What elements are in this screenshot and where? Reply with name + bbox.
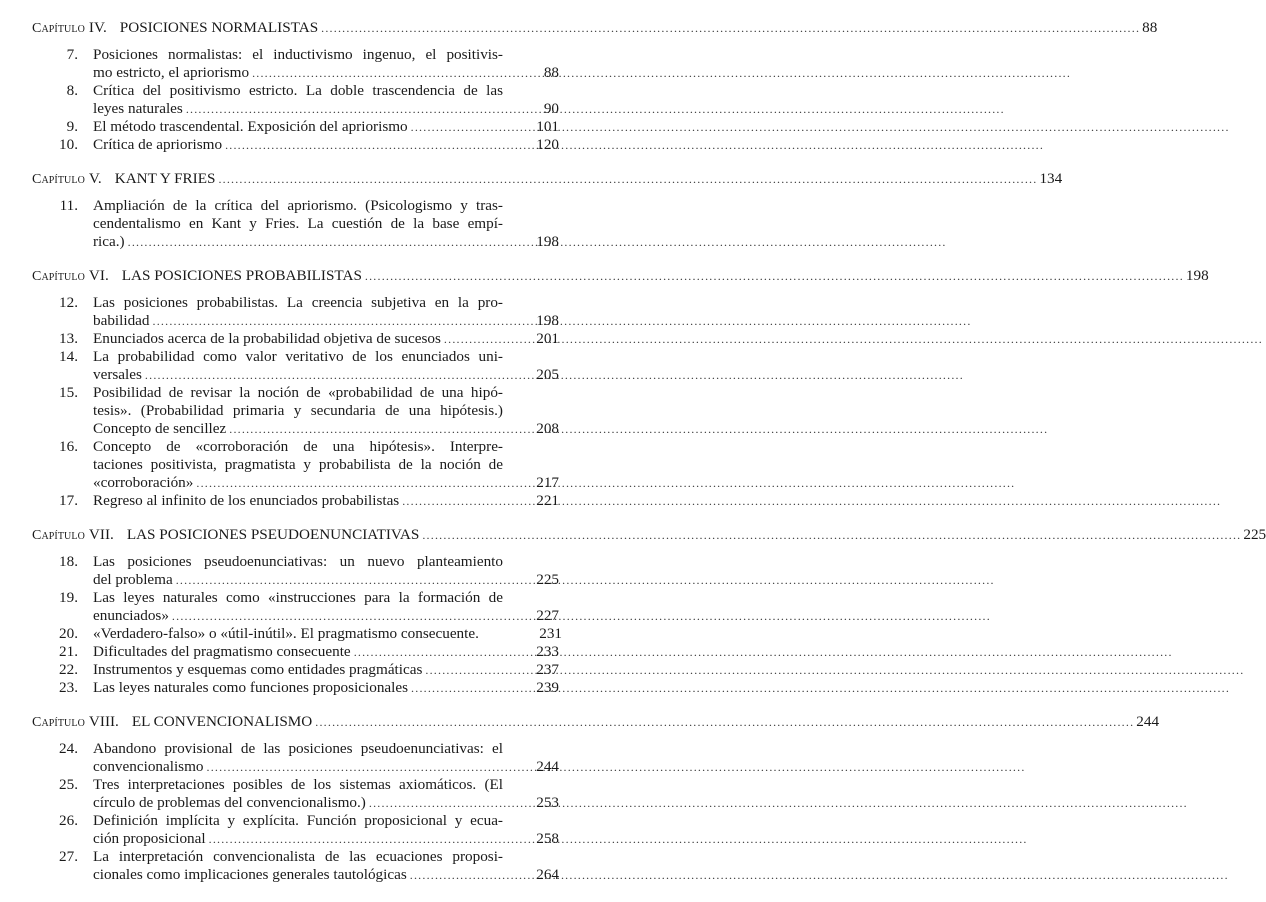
section-title-line (93, 866, 562, 884)
chapter-heading[interactable] (32, 267, 1209, 285)
toc-entry[interactable] (0, 492, 562, 510)
chapter-label: Capítulo (32, 715, 85, 730)
section-title-text: El método trascendental. Exposición del apriorismo (93, 118, 408, 135)
section-page-number: 205 (536, 366, 559, 383)
dot-leader (225, 136, 1044, 154)
chapter-label: Capítulo (32, 21, 85, 36)
title-with-leader (93, 64, 503, 82)
title-with-leader (93, 607, 503, 625)
spacer (0, 285, 600, 294)
chapter-page-number: 225 (1243, 526, 1266, 543)
section-page-number: 239 (536, 679, 559, 696)
section-title-text: babilidad (93, 312, 150, 329)
section-page-number: 101 (536, 118, 559, 135)
section-title-line: cendentalismo en Kant y Fries. La cuestión de la base empí- (93, 215, 503, 232)
title-with-leader (93, 679, 503, 697)
section-title-text: Enunciados acerca de la probabilidad objetiva de sucesos (93, 330, 441, 347)
section-title-text: cionales como implicaciones generales tautológicas (93, 866, 407, 883)
section-title-text: versales (93, 366, 142, 383)
dot-leader (365, 267, 1184, 285)
section-title-text: círculo de problemas del convencionalismo.) (93, 794, 366, 811)
section-page-number: 253 (536, 794, 559, 811)
section-number: 13. (59, 330, 78, 347)
section-title (93, 812, 562, 848)
section-number: 22. (59, 661, 78, 678)
dot-leader (369, 794, 1188, 812)
chapter-title: EL CONVENCIONALISMO (131, 713, 313, 730)
dot-leader (153, 312, 972, 330)
section-title-line (93, 794, 562, 812)
chapter-heading[interactable] (32, 170, 1063, 188)
section-page-number: 264 (536, 866, 559, 883)
chapter-label: Capítulo (32, 269, 85, 284)
section-title (93, 848, 562, 884)
section-number: 20. (59, 625, 78, 642)
chapter-label: Capítulo (32, 528, 85, 543)
section-title-line (93, 625, 562, 643)
toc-entry[interactable] (0, 679, 562, 697)
title-with-leader (93, 136, 503, 154)
title-with-leader (93, 794, 503, 812)
toc-entry[interactable] (0, 118, 562, 136)
section-title-line: Las posiciones pseudoenunciativas: un nuevo planteamiento (93, 553, 503, 570)
section-title (93, 118, 562, 136)
section-title (93, 330, 562, 348)
section-page-number: 198 (536, 312, 559, 329)
toc-entry[interactable] (0, 348, 562, 384)
title-with-leader (93, 758, 503, 776)
spacer (0, 731, 600, 740)
section-title-line (93, 474, 562, 492)
section-title-line: La probabilidad como valor veritativo de los enunciados uni- (93, 348, 503, 365)
section-title-line (93, 312, 562, 330)
section-number: 18. (59, 553, 78, 570)
chapter-label: Capítulo (32, 172, 85, 187)
dot-leader (252, 64, 1071, 82)
title-with-leader (93, 330, 503, 348)
section-title-line (93, 100, 562, 118)
chapter-title: LAS POSICIONES PSEUDOENUNCIATIVAS (126, 526, 420, 543)
section-title-text: enunciados» (93, 607, 169, 624)
section-title (93, 625, 562, 643)
dot-leader (186, 100, 1005, 118)
toc-entry[interactable] (0, 136, 562, 154)
section-title-line: Concepto de «corroboración de una hipótesis». Interpre- (93, 438, 503, 455)
section-number: 25. (59, 776, 78, 793)
section-title-line (93, 661, 562, 679)
section-title-line (93, 233, 562, 251)
title-with-leader (93, 366, 503, 384)
section-number: 24. (59, 740, 78, 757)
section-page-number: 198 (536, 233, 559, 250)
section-page-number: 88 (543, 64, 559, 81)
section-title-line: Crítica del positivismo estricto. La doble trascendencia de las (93, 82, 503, 99)
chapter-number: VI. (88, 267, 109, 284)
section-title-text: convencionalismo (93, 758, 204, 775)
section-page-number: 201 (536, 330, 559, 347)
section-title-line (93, 830, 562, 848)
section-title-line (93, 366, 562, 384)
section-title-line (93, 492, 562, 510)
section-title-line (93, 64, 562, 82)
chapter-title: KANT Y FRIES (114, 170, 216, 187)
section-title-line (93, 136, 562, 154)
section-title-line (93, 679, 562, 697)
section-title (93, 740, 562, 776)
chapter-title: LAS POSICIONES PROBABILISTAS (121, 267, 362, 284)
dot-leader (218, 170, 1037, 188)
section-title (93, 492, 562, 510)
section-title-line: tesis». (Probabilidad primaria y secundaria de una hipótesis.) (93, 402, 503, 419)
section-title (93, 776, 562, 812)
section-title-text: «Verdadero-falso» o «útil-inútil». El pragmatismo consecuente. (93, 625, 479, 642)
toc-entry[interactable] (0, 740, 562, 776)
toc-entry[interactable] (0, 197, 562, 251)
section-page-number: 244 (536, 758, 559, 775)
section-number: 27. (59, 848, 78, 865)
chapter-number: VII. (88, 526, 114, 543)
section-number: 21. (59, 643, 78, 660)
toc-entry[interactable] (0, 46, 562, 82)
section-title-line: Las leyes naturales como «instrucciones para la formación de (93, 589, 503, 606)
section-title-line: Tres interpretaciones posibles de los sistemas axiomáticos. (El (93, 776, 503, 793)
section-page-number: 258 (536, 830, 559, 847)
toc-entry[interactable] (0, 294, 562, 330)
section-page-number: 221 (536, 492, 559, 509)
section-page-number: 90 (543, 100, 559, 117)
chapter-heading[interactable] (32, 713, 1160, 731)
section-title-text: mo estricto, el apriorismo (93, 64, 250, 81)
section-title (93, 661, 562, 679)
spacer (0, 188, 600, 197)
dot-leader (176, 571, 995, 589)
section-title-line: Posiciones normalistas: el inductivismo ingenuo, el positivis- (93, 46, 503, 63)
section-number: 12. (59, 294, 78, 311)
dot-leader (444, 330, 1263, 348)
chapter-number: V. (88, 170, 102, 187)
section-number: 17. (59, 492, 78, 509)
section-title (93, 82, 562, 118)
section-title-text: Instrumentos y esquemas como entidades pragmáticas (93, 661, 423, 678)
section-title-line: taciones positivista, pragmatista y probabilista de la noción de (93, 456, 503, 473)
section-title-line: Las posiciones probabilistas. La creencia subjetiva en la pro- (93, 294, 503, 311)
title-with-leader (93, 233, 503, 251)
title-with-leader (93, 571, 503, 589)
toc-entry[interactable] (0, 82, 562, 118)
toc-entry[interactable] (0, 643, 562, 661)
section-number: 26. (59, 812, 78, 829)
dot-leader (172, 607, 991, 625)
section-title-line: Abandono provisional de las posiciones pseudoenunciativas: el (93, 740, 503, 757)
chapter-heading[interactable] (32, 19, 1158, 37)
section-title-text: del problema (93, 571, 173, 588)
table-of-contents (0, 19, 1266, 884)
section-title (93, 294, 562, 330)
toc-entry[interactable] (0, 589, 562, 625)
section-page-number: 233 (536, 643, 559, 660)
toc-entry[interactable] (0, 625, 562, 643)
dot-leader (315, 713, 1134, 731)
title-with-leader (93, 866, 503, 884)
title-with-leader (93, 100, 503, 118)
section-title-line (93, 607, 562, 625)
section-title (93, 46, 562, 82)
section-title-text: leyes naturales (93, 100, 183, 117)
chapter-page-number: 134 (1039, 170, 1063, 187)
title-with-leader (93, 118, 503, 136)
section-title-text: Las leyes naturales como funciones proposicionales (93, 679, 409, 696)
section-title (93, 197, 562, 251)
section-number: 23. (59, 679, 78, 696)
spacer (0, 37, 600, 46)
toc-entry[interactable] (0, 661, 562, 679)
section-number: 14. (59, 348, 78, 365)
section-title-text: Dificultades del pragmatismo consecuente (93, 643, 351, 660)
section-title-text: Crítica de apriorismo (93, 136, 223, 153)
section-number: 15. (59, 384, 78, 401)
section-page-number: 208 (536, 420, 559, 437)
title-with-leader (93, 474, 503, 492)
section-title-text: «corroboración» (93, 474, 194, 491)
toc-entry[interactable] (0, 776, 562, 812)
section-title (93, 348, 562, 384)
section-page-number: 237 (536, 661, 559, 678)
section-number: 19. (59, 589, 78, 606)
toc-entry[interactable] (0, 438, 562, 492)
toc-entry[interactable] (0, 330, 562, 348)
section-title-line: Posibilidad de revisar la noción de «probabilidad de una hipó- (93, 384, 503, 401)
toc-entry[interactable] (0, 553, 562, 589)
toc-entry[interactable] (0, 848, 562, 884)
section-page-number: 225 (536, 571, 559, 588)
title-with-leader (93, 492, 503, 510)
section-title-line: La interpretación convencionalista de las ecuaciones proposi- (93, 848, 503, 865)
section-title (93, 679, 562, 697)
title-with-leader (93, 830, 503, 848)
dot-leader (196, 474, 1015, 492)
section-title-text: Concepto de sencillez (93, 420, 227, 437)
section-title-text: ción proposicional (93, 830, 206, 847)
spacer (0, 544, 600, 553)
section-title-line (93, 758, 562, 776)
title-with-leader (93, 643, 503, 661)
chapter-heading[interactable] (32, 526, 1266, 544)
chapter-number: VIII. (88, 713, 119, 730)
section-title-line: Definición implícita y explícita. Función proposicional y ecua- (93, 812, 503, 829)
title-with-leader (93, 661, 503, 679)
section-number: 16. (59, 438, 78, 455)
toc-entry[interactable] (0, 384, 562, 438)
chapter-page-number: 244 (1136, 713, 1160, 730)
dot-leader (229, 420, 1048, 438)
chapter-page-number: 198 (1185, 267, 1209, 284)
section-title (93, 136, 562, 154)
title-with-leader (93, 312, 503, 330)
section-page-number: 120 (536, 136, 559, 153)
section-title-line (93, 118, 562, 136)
section-title-line: Ampliación de la crítica del apriorismo. (Psicologismo y tras- (93, 197, 503, 214)
chapter-title: POSICIONES NORMALISTAS (119, 19, 319, 36)
section-page-number: 231 (539, 625, 562, 642)
dot-leader (209, 830, 1028, 848)
dot-leader (321, 19, 1140, 37)
dot-leader (354, 643, 1173, 661)
section-title-line (93, 420, 562, 438)
section-page-number: 217 (536, 474, 559, 491)
section-number: 11. (59, 197, 78, 214)
section-title-line (93, 571, 562, 589)
section-number: 8. (66, 82, 78, 99)
chapter-page-number: 88 (1142, 19, 1158, 36)
section-title (93, 384, 562, 438)
section-title-text: rica.) (93, 233, 125, 250)
section-title-text: Regreso al infinito de los enunciados probabilistas (93, 492, 400, 509)
title-with-leader (93, 625, 479, 643)
dot-leader (207, 758, 1026, 776)
section-title (93, 553, 562, 589)
section-number: 7. (66, 46, 78, 63)
section-title-line (93, 643, 562, 661)
section-number: 10. (59, 136, 78, 153)
section-number: 9. (66, 118, 78, 135)
title-with-leader (93, 420, 503, 438)
chapter-number: IV. (88, 19, 107, 36)
section-page-number: 227 (536, 607, 559, 624)
dot-leader (422, 526, 1241, 544)
section-title-line (93, 330, 562, 348)
section-title (93, 589, 562, 625)
section-title (93, 643, 562, 661)
section-title (93, 438, 562, 492)
toc-entry[interactable] (0, 812, 562, 848)
